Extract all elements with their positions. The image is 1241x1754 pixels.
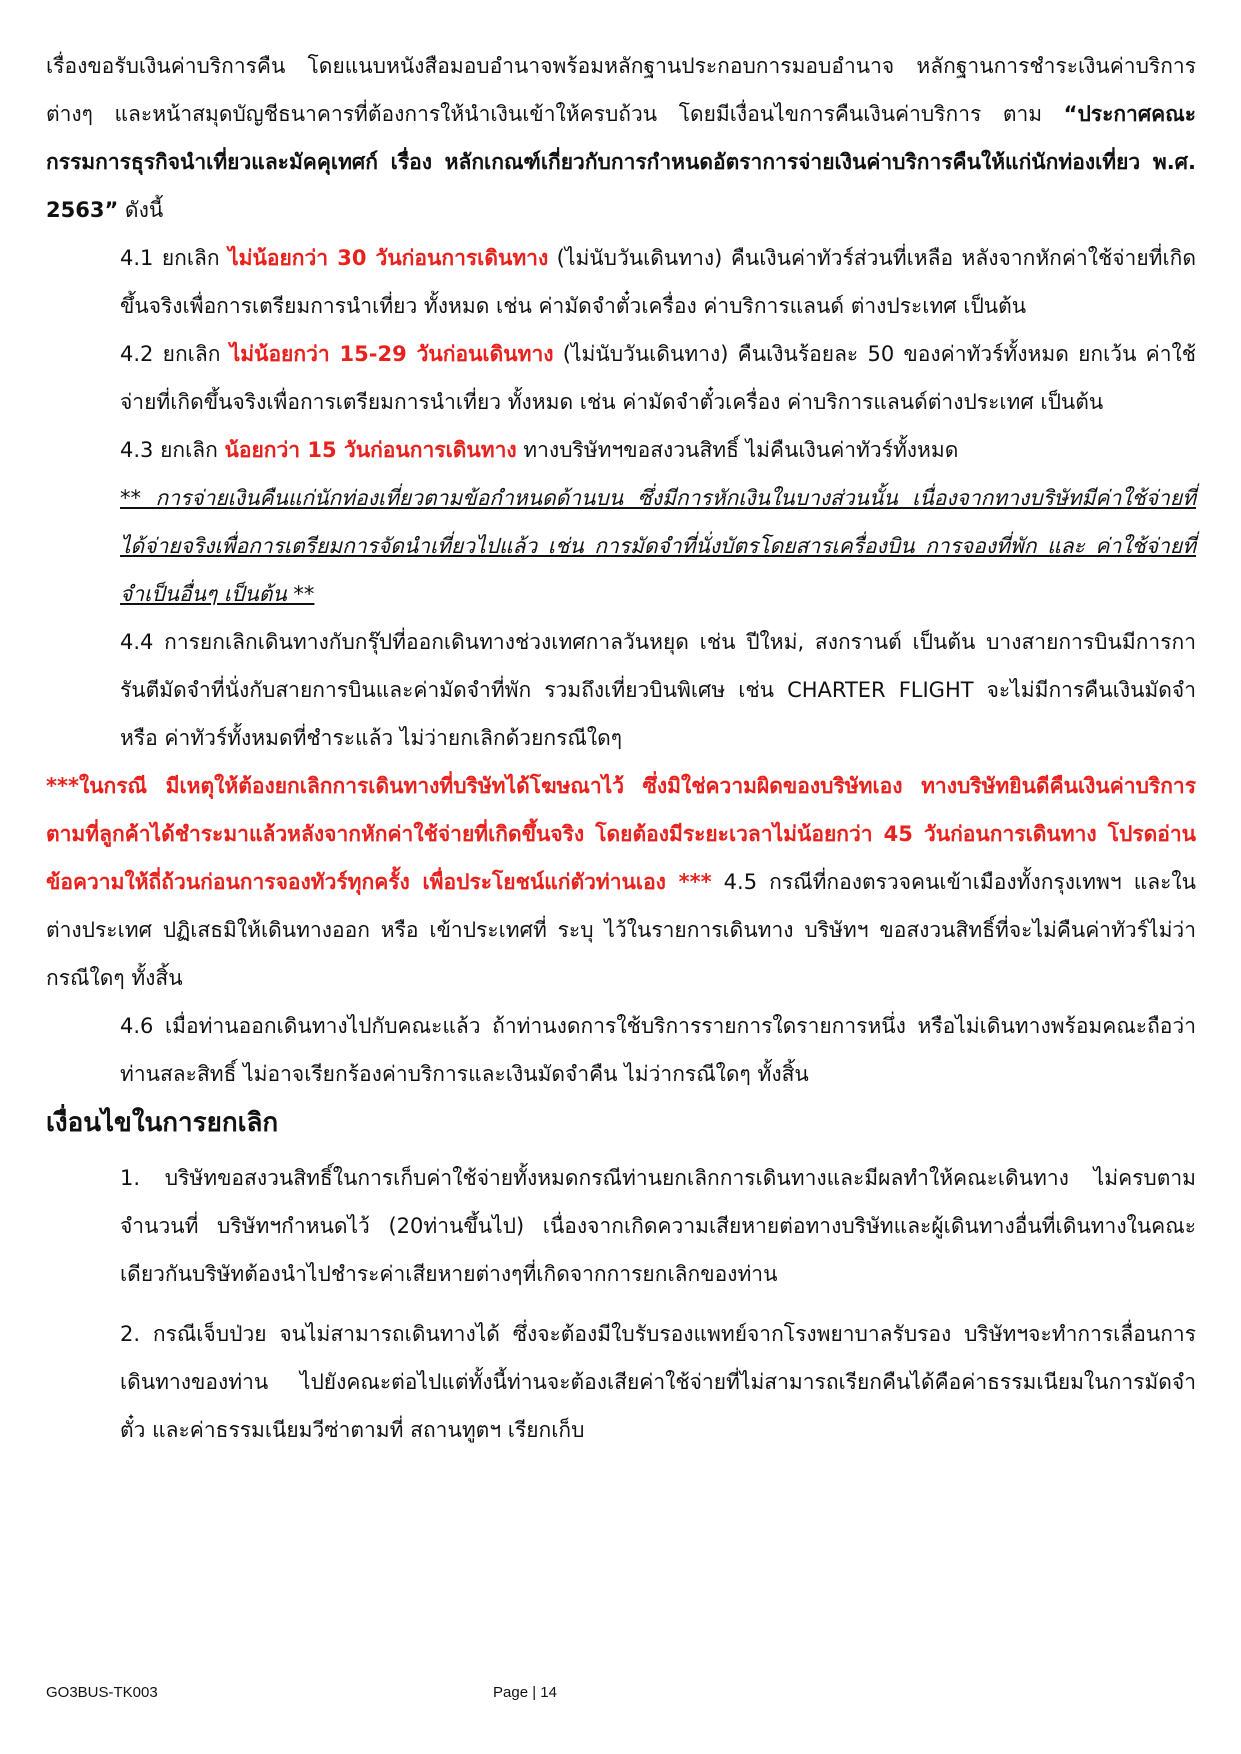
item-4-3-prefix: 4.3 ยกเลิก — [120, 438, 225, 462]
intro-paragraph — [46, 42, 1196, 234]
item-4-1 — [46, 234, 1196, 330]
intro-bold-title: “ประกาศคณะกรรมการธุรกิจนำเที่ยวและมัคคุเทศก์ เรื่อง หลักเกณฑ์เกี่ยวกับการกำหนดอัตราการจ่ายเงินค่าบริการคืนให้แก่นักท่องเที่ยว พ.ศ. 2563” — [46, 102, 1196, 222]
page-number: Page | 14 — [493, 1684, 557, 1701]
item-4-6: 4.6 เมื่อท่านออกเดินทางไปกับคณะแล้ว ถ้าท่านงดการใช้บริการรายการใดรายการหนึ่ง หรือไม่เดินทางพร้อมคณะถือว่าท่านสละสิทธิ์ ไม่อาจเรียกร้องค่าบริการและเงินมัดจำคืน ไม่ว่ากรณีใดๆ ทั้งสิ้น — [120, 1014, 1196, 1086]
intro-tail: ดังนี้ — [118, 198, 164, 222]
refund-note: ** การจ่ายเงินคืนแก่นักท่องเที่ยวตามข้อกำหนดด้านบน ซึ่งมีการหักเงินในบางส่วนนั้น เนื่องจากทางบริษัทมีค่าใช้จ่ายที่ได้จ่ายจริงเพื่อการเตรียมการจัดนำเที่ยวไปแล้ว เช่น การมัดจำที่นั่งบัตรโดยสารเครื่องบิน การจองที่พัก และ ค่าใช้จ่ายที่จำเป็นอื่นๆ เป็นต้น ** — [120, 486, 1196, 606]
item-4-3-text: ทางบริษัทฯขอสงวนสิทธิ์ ไม่คืนเงินค่าทัวร์ทั้งหมด — [516, 438, 959, 462]
warning-text: ***ในกรณี มีเหตุให้ต้องยกเลิกการเดินทางที่บริษัทได้โฆษณาไว้ ซึ่งมิใช่ความผิดของบริษัทเอง ทางบริษัทยินดีคืนเงินค่าบริการตามที่ลูกค้าได้ชำระมาแล้วหลังจากหักค่าใช้จ่ายที่เกิดขึ้นจริง โดยต้องมีระยะเวลาไม่น้อยกว่า 45 วันก่อนการเดินทาง โปรดอ่านข้อความให้ถี่ถ้วนก่อนการจองทัวร์ทุกครั้ง เพื่อประโยชน์แก่ตัวท่านเอง *** — [46, 774, 1196, 894]
document-body — [46, 42, 1196, 1454]
item-4-2-text: (ไม่นับวันเดินทาง) คืนเงินร้อยละ 50 ของค่าทัวร์ทั้งหมด ยกเว้น ค่าใช้จ่ายที่เกิดขึ้นจริงเพื่อการเตรียมการนำเที่ยว ทั้งหมด เช่น ค่ามัดจำตั๋วเครื่อง ค่าบริการแลนด์ต่างประเทศ เป็นต้น — [120, 342, 1197, 414]
item-4-1-prefix: 4.1 ยกเลิก — [120, 246, 229, 270]
intro-text: เรื่องขอรับเงินค่าบริการคืน โดยแนบหนังสือมอบอำนาจพร้อมหลักฐานประกอบการมอบอำนาจ หลักฐานการชำระเงินค่าบริการต่างๆ และหน้าสมุดบัญชีธนาคารที่ต้องการให้นำเงินเข้าให้ครบถ้วน โดยมีเงื่อนไขการคืนเงินค่าบริการ ตาม — [46, 54, 1196, 126]
warning-paragraph — [46, 762, 1196, 1002]
condition-1: 1. บริษัทขอสงวนสิทธิ์ในการเก็บค่าใช้จ่ายทั้งหมดกรณีท่านยกเลิกการเดินทางและมีผลทำให้คณะเดินทาง ไม่ครบตามจำนวนที่ บริษัทฯกำหนดไว้ (20ท่านขึ้นไป) เนื่องจากเกิดความเสียหายต่อทางบริษัทและผู้เดินทางอื่นที่เดินทางในคณะเดียวกันบริษัทต้องนำไปชำระค่าเสียหายต่างๆที่เกิดจากการยกเลิกของท่าน — [120, 1166, 1196, 1286]
item-4-3-highlight: น้อยกว่า 15 วันก่อนการเดินทาง — [224, 438, 517, 462]
item-4-2 — [46, 330, 1196, 426]
condition-2: 2. กรณีเจ็บป่วย จนไม่สามารถเดินทางได้ ซึ่งจะต้องมีใบรับรองแพทย์จากโรงพยาบาลรับรอง บริษัทฯจะทำการเลื่อนการเดินทางของท่าน ไปยังคณะต่อไปแต่ทั้งนี้ท่านจะต้องเสียค่าใช้จ่ายที่ไม่สามารถเรียกคืนได้คือค่าธรรมเนียมในการมัดจำตั๋ว และค่าธรรมเนียมวีซ่าตามที่ สถานทูตฯ เรียกเก็บ — [120, 1322, 1196, 1442]
section-heading: เงื่อนไขในการยกเลิก — [46, 1108, 279, 1138]
item-4-2-prefix: 4.2 ยกเลิก — [120, 342, 230, 366]
item-4-5-text: 4.5 กรณีที่กองตรวจคนเข้าเมืองทั้งกรุงเทพฯ และในต่างประเทศ ปฏิเสธมิให้เดินทางออก หรือ เข้าประเทศที่ ระบุ ไว้ในรายการเดินทาง บริษัทฯ ขอสงวนสิทธิ์ที่จะไม่คืนค่าทัวร์ไม่ว่ากรณีใดๆ ทั้งสิ้น — [46, 870, 1197, 990]
item-4-4: 4.4 การยกเลิกเดินทางกับกรุ๊ปที่ออกเดินทางช่วงเทศกาลวันหยุด เช่น ปีใหม่, สงกรานต์ เป็นต้น บางสายการบินมีการการันตีมัดจำที่นั่งกับสายการบินและค่ามัดจำที่พัก รวมถึงเที่ยวบินพิเศษ เช่น CHARTER FLIGHT จะไม่มีการคืนเงินมัดจำ หรือ ค่าทัวร์ทั้งหมดที่ชำระแล้ว ไม่ว่ายกเลิกด้วยกรณีใดๆ — [120, 630, 1196, 750]
item-4-1-text: (ไม่นับวันเดินทาง) คืนเงินค่าทัวร์ส่วนที่เหลือ หลังจากหักค่าใช้จ่ายที่เกิดขึ้นจริงเพื่อการเตรียมการนำเที่ยว ทั้งหมด เช่น ค่ามัดจำตั๋วเครื่อง ค่าบริการแลนด์ ต่างประเทศ เป็นต้น — [120, 246, 1197, 318]
item-4-2-highlight: ไม่น้อยกว่า 15-29 วันก่อนเดินทาง — [229, 342, 554, 366]
document-code: GO3BUS-TK003 — [46, 1684, 158, 1701]
item-4-1-highlight: ไม่น้อยกว่า 30 วันก่อนการเดินทาง — [228, 246, 549, 270]
item-4-3 — [46, 426, 1196, 474]
